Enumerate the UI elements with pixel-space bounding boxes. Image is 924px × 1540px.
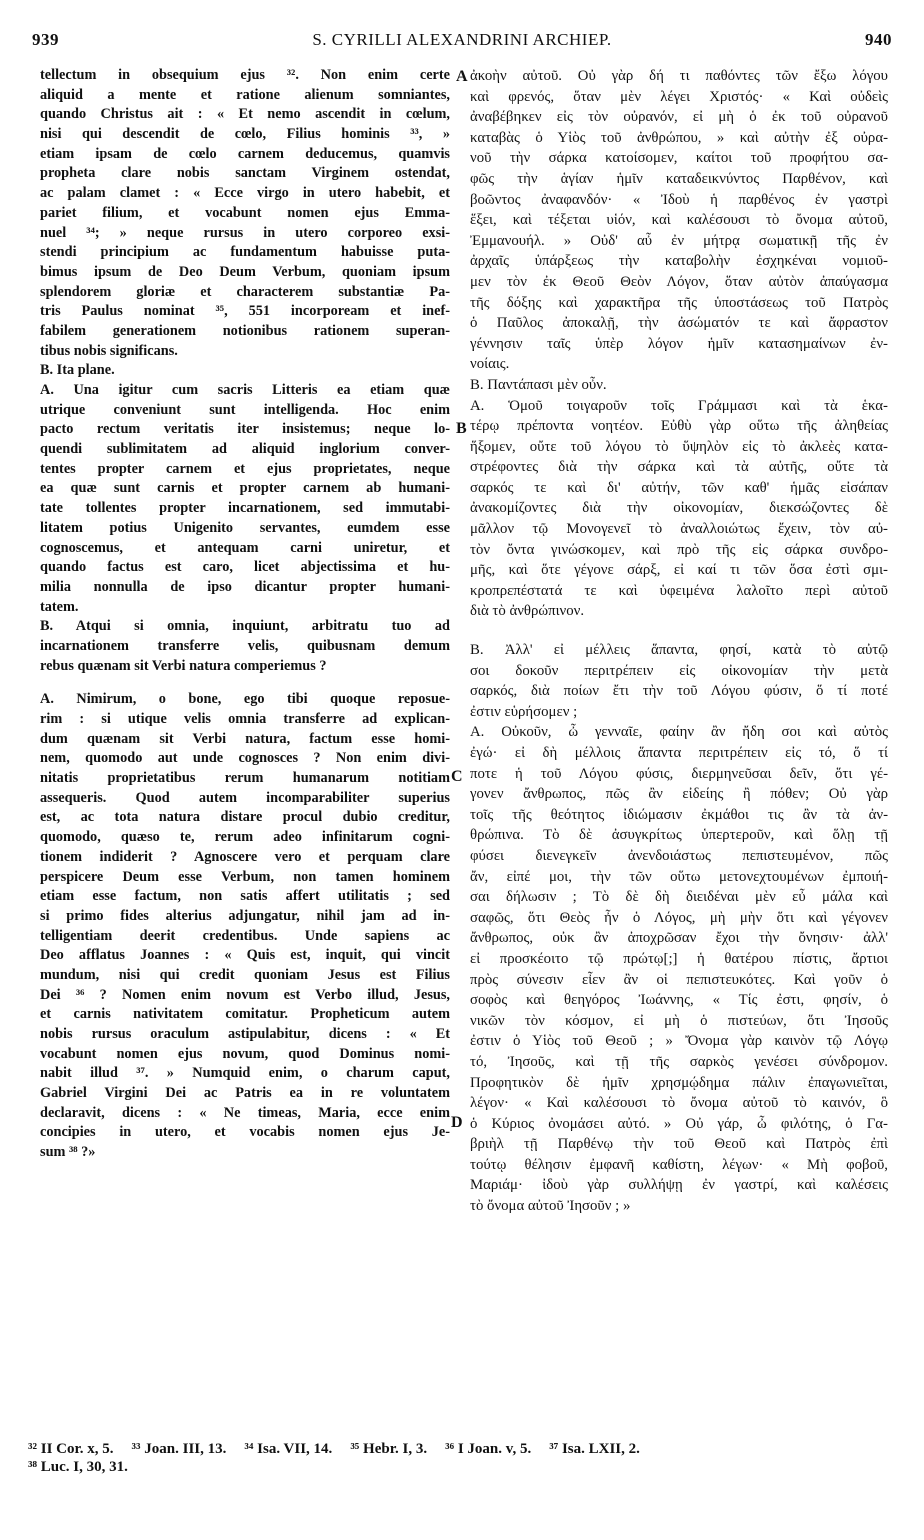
latin-text-line: tionem indiderit ? Agnoscere vero et perquam clare: [40, 848, 450, 865]
greek-text-line: ὁ Παῦλος ἀποκαλῇ, τὴν ἀσώματόν τε καὶ ἄφραστον: [470, 315, 888, 332]
latin-text-line: mundum, nisi qui credit quoniam Jesus est Filius: [40, 966, 450, 983]
greek-text-line: φῶς τὴν ἁγίαν ἡμῖν καταδεικνύντος Παρθένον, καὶ: [470, 170, 888, 187]
latin-text-line: si primo fides alterius adjungatur, nihil jam ad in-: [40, 907, 450, 924]
greek-text-line: κροπρεπέστατά τε καὶ ὑφειμένα λαλοῖτο περὶ αὐτοῦ: [470, 582, 888, 599]
latin-text-line: utrique conveniunt sunt intelligenda. Hoc enim: [40, 401, 450, 418]
footnote-entry: ³⁵ Hebr. I, 3.: [350, 1441, 428, 1457]
latin-text-line: Gabriel Virgini Dei ac Patris ea in re voluntatem: [40, 1085, 450, 1102]
latin-text-line: A. Nimirum, o bone, ego tibi quoque reposue-: [40, 691, 450, 708]
latin-text-line: rebus quænam sit Verbi natura comperiemus ?: [40, 657, 327, 674]
latin-text-line: quendi sublimitatem ad aliquid inglorium conver-: [40, 441, 450, 458]
latin-text-line: nem, quomodo aut unde cognosces ? Non enim divi-: [40, 750, 450, 767]
greek-text-line: Ἐμμανουήλ. » Οὐδ' αὖ ἐν μήτρᾳ σωματικῇ τῆς ἐν: [470, 232, 888, 249]
latin-text-line: telligentiam deerit credentibus. Unde sapiens ac: [40, 927, 450, 944]
section-marker-c: C: [451, 768, 463, 785]
footnote-row: [28, 1458, 898, 1476]
latin-text-line: Deo afflatus Joannes : « Quis est, inquit, qui vincit: [40, 947, 450, 964]
footnote-entry: ³⁴ Isa. VII, 14.: [244, 1441, 333, 1457]
greek-text-line: ἀναβέβηκεν εἰς τὸν οὐρανόν, εἰ μὴ ὁ ἐκ τοῦ οὐρανοῦ: [470, 109, 888, 126]
greek-text-line: ὁ Κύριος ὀνομάσει αὐτό. » Οὐ γάρ, ὦ φιλότης, ὁ Γα-: [470, 1115, 888, 1132]
latin-text-line: vocabunt nomen ejus novum, quod Dominus nomi-: [40, 1045, 450, 1062]
greek-text-line: ἄν, εἰπέ μοι, τὴν τῶν οὕτω μετονεχτουμένων ἐμποιή-: [470, 868, 888, 885]
footnote-entry: ³⁷ Isa. LXII, 2.: [549, 1441, 640, 1457]
greek-text-line: [470, 622, 888, 640]
greek-text-line: γονεν ἄνθρωπος, πῶς ἂν εἰδείης ἢ πόθεν; Οὐ γὰρ: [470, 786, 888, 803]
footnotes: [28, 1440, 898, 1476]
greek-text-line: σοφὸς καὶ θεηγόρος Ἰωάννης, « Τίς ἐστι, φησίν, ὁ: [470, 992, 888, 1009]
latin-text-line: A. Una igitur cum sacris Litteris ea etiam quæ: [40, 382, 450, 398]
greek-text-line: θρώπινα. Τὸ δὲ ἀσυγκρίτως ὑπερτεροῦν, καὶ ὅλῃ τῇ: [470, 827, 888, 844]
footnote-entry: ³⁶ I Joan. v, 5.: [445, 1441, 532, 1457]
greek-text-line: Μαριάμ· ἰδοὺ γὰρ συλλήψῃ ἐν γαστρί, καὶ καλέσεις: [470, 1177, 888, 1194]
latin-text-line: milia nonnulla de ipso dicantur propter humani-: [40, 578, 450, 595]
greek-text-line: Β. Παντάπασι μὲν οὖν.: [470, 376, 607, 393]
greek-text-line: ἀρχαῖς ὑπάρξεως τὴν καταβολὴν ἐσχηκέναι νομιοῦ-: [470, 253, 888, 270]
latin-text-line: splendorem gloriæ et characterem substantiæ Pa-: [40, 283, 450, 300]
latin-text-line: B. Ita plane.: [40, 362, 115, 379]
latin-text-line: dum quænam sit Verbi natura, factum esse homi-: [40, 730, 450, 747]
greek-text-line: ἕξει, καὶ τέξεται υἱόν, καὶ καλέσουσι τὸ ὄνομα αὐτοῦ,: [470, 212, 888, 229]
latin-text-line: concipies in utero, et vocabis nomen ejus Je-: [40, 1124, 450, 1141]
footnote-entry: ³² II Cor. x, 5.: [28, 1441, 114, 1457]
greek-text-line: ἄνθρωπος, οὐκ ἂν ἀποχρῶσαν ἔχοι τὴν ὄνησιν· ἀλλ': [470, 930, 888, 947]
section-marker-a: A: [456, 68, 468, 85]
latin-text-line: nuel ³⁴; » neque rursus in utero corporeo exsi-: [40, 224, 450, 241]
latin-text-line: ea quæ sunt carnis et propter carnem ab humani-: [40, 480, 450, 497]
greek-text-line: σαρκός, διὰ ποίων ἔτι τὴν τοῦ Λόγου φύσιν, ὅ τί ποτέ: [470, 683, 888, 700]
greek-text-line: τὸ ὄνομα αὐτοῦ Ἰησοῦν ; »: [470, 1198, 631, 1215]
greek-text-line: τούτῳ θέλησιν ἐμφανῆ καθίστη, λέγων· « Μὴ φοβοῦ,: [470, 1156, 888, 1173]
greek-text-line: ἐστιν εὑρήσομεν ;: [470, 703, 578, 720]
greek-column: [470, 66, 888, 1217]
greek-text-line: μεν τὸν ἐκ Θεοῦ Θεὸν Λόγον, ὅταν αὐτὸν ἀπαύγασμα: [470, 273, 888, 290]
latin-text-line: quomodo, quæso te, rerum adeo infinitarum cogni-: [40, 829, 450, 846]
greek-text-line: σαρκός τε καὶ δι' αὐτήν, τῶν καθ' ἡμᾶς εἰσάπαν: [470, 479, 888, 496]
latin-text-line: est, ac tota natura distare procul dubio creditur,: [40, 809, 450, 826]
section-marker-d: D: [451, 1114, 463, 1131]
greek-text-line: τέρῳ πρέποντα νοητέον. Εὐθὺ γὰρ οὕτω τῆς ἀληθείας: [470, 418, 888, 435]
greek-text-line: νικῶν τὸν κόσμον, εἰ μὴ ὁ πιστεύων, ὅτι Ἰησοῦς: [470, 1012, 888, 1029]
section-marker-b: B: [456, 420, 467, 437]
greek-text-line: Α. Οὐκοῦν, ὦ γενναῖε, φαίην ἂν ἤδη σοι καὶ αὐτὸς: [470, 724, 888, 741]
greek-text-line: ἀνακομίζοντες διὰ τὴν οἰκονομίαν, διεκσώζοντες δὲ: [470, 500, 888, 517]
greek-text-line: γέννησιν ταῖς ὑπὲρ λόγον ἡμῖν κατασημαίνων ἐν-: [470, 335, 888, 352]
latin-text-line: quando Christus ait : « Et nemo ascendit in cœlum,: [40, 106, 450, 123]
latin-text-line: tatem.: [40, 598, 79, 615]
greek-text-line: σαφῶς, ὅτι Θεὸς ἦν ὁ Λόγος, μὴ μὴν ὅτι καὶ γέγονεν: [470, 909, 888, 926]
latin-text-line: propheta clare nobis sanctam Virginem ostendat,: [40, 165, 450, 182]
greek-text-line: λέγον· « Καὶ καλέσουσι τὸ ὄνομα αὐτοῦ τὸ καινόν, ὃ: [470, 1095, 888, 1112]
greek-text-line: διὰ τὸ ἀνθρώπινον.: [470, 603, 585, 620]
latin-text-line: tellectum in obsequium ejus ³². Non enim certe: [40, 67, 450, 83]
latin-text-line: assequeris. Quod autem incomparabiliter superius: [40, 789, 450, 806]
greek-text-line: νοῦ τὴν σάρκα κατοίσομεν, καίτοι τοῦ προφήτου σα-: [470, 150, 888, 167]
latin-text-line: quando factus est caro, licet abjectissima et hu-: [40, 559, 450, 576]
footnote-row: [28, 1440, 898, 1458]
greek-text-line: ἥξομεν, οὔτε τοῦ λόγου τὸ ὕψηλὸν εἰς τὸ ἀκλεὲς κατα-: [470, 438, 888, 455]
latin-text-line: Dei ³⁶ ? Nomen enim novum est Verbo illud, Jesus,: [40, 986, 450, 1003]
latin-text-line: nabit illud ³⁷. » Numquid enim, o charum caput,: [40, 1065, 450, 1082]
greek-text-line: σοι δοκοῦν περιτρέπειν εἰς οἰκονομίαν τὴν μετὰ: [470, 662, 888, 679]
latin-text-line: tate tollentes propter incarnationem, sed immutabi-: [40, 500, 450, 517]
greek-text-line: μᾶλλον τῷ Μονογενεῖ τὸ ἀναλλοιώτως ἔχειν, τὸν αὐ-: [470, 521, 888, 538]
latin-text-line: stendi principium ac fundamentum habuisse puta-: [40, 244, 450, 261]
latin-text-line: pariet filium, et vocabunt nomen ejus Emma-: [40, 204, 450, 221]
latin-text-line: pacto rectum veritatis iter insistemus; neque lo-: [40, 421, 450, 438]
latin-text-line: aliquid a mente et ratione alienum somniantes,: [40, 86, 450, 103]
latin-text-line: B. Atqui si omnia, inquiunt, arbitratu tuo ad: [40, 618, 450, 635]
greek-text-line: ἐγώ· εἰ δὴ μέλλοις ἅπαντα περιτρέπειν εἰς τό, ὅ τί: [470, 745, 888, 761]
greek-text-line: βοῶντος ἀναφανδόν· « Ἰδοὺ ἡ παρθένος ἐν γαστρὶ: [470, 191, 888, 208]
greek-text-line: νοίαις.: [470, 356, 510, 373]
latin-text-line: etiam ipsam de cœlo carnem deducemus, quamvis: [40, 145, 450, 162]
greek-text-line: Α. Ὁμοῦ τοιγαροῦν τοῖς Γράμμασι καὶ τὰ ἑκα-: [470, 397, 888, 414]
latin-text-line: nitatis proprietatibus rerum humanarum notitiam: [40, 770, 450, 787]
latin-text-line: et carnis nativitatem comitatur. Propheticum autem: [40, 1006, 450, 1023]
latin-column: [40, 66, 450, 1163]
latin-text-line: tibus nobis significans.: [40, 342, 178, 359]
greek-text-line: φύσει διενεγκεῖν ἀνενδοιάστως πεπιστευμένον, πῶς: [470, 847, 888, 864]
latin-text-line: tris Paulus nominat ³⁵, 551 incorpoream et inef-: [40, 303, 450, 320]
latin-text-line: tentes propter carnem et ejus proprietates, neque: [40, 460, 450, 477]
latin-text-line: [40, 676, 450, 690]
page-number-right: 940: [865, 30, 892, 49]
latin-text-line: incarnationem transferre velis, quibusnam demum: [40, 637, 450, 654]
greek-text-line: μῆς, καὶ ὅτε γέγονε σάρξ, εἰ καί τι τῶν ὅσα ἐστὶ σμι-: [470, 562, 888, 579]
greek-text-line: βριὴλ τῇ Παρθένῳ τὴν τοῦ Θεοῦ καὶ Πατρὸς ἐπὶ: [470, 1136, 888, 1153]
latin-text-line: perspicere Deum esse Verbum, non tamen hominem: [40, 868, 450, 885]
greek-text-line: τό, Ἰησοῦς, καὶ τῇ τῆς σαρκὸς γενέσει σύνδρομον.: [470, 1053, 888, 1070]
greek-text-line: σαι δήλωσιν ; Τὸ δὲ δὴ διειδέναι μὲν εὖ μάλα καὶ: [470, 889, 888, 906]
running-title: S. CYRILLI ALEXANDRINI ARCHIEP.: [312, 30, 612, 49]
greek-text-line: καὶ φρενός, ὅταν μὲν λέγει Χριστός· « Καὶ οὐδεὶς: [470, 88, 888, 105]
latin-text-line: etiam esse factum, non satis affert utilitatis ; sed: [40, 888, 450, 905]
greek-text-line: Προφητικὸν δὲ ἡμῖν χρησμῴδημα πάλιν ἐπαγωνιεῖται,: [470, 1074, 888, 1091]
greek-text-line: τῆς δόξης καὶ χαρακτῆρα τῆς ὑποστάσεως τοῦ Πατρὸς: [470, 294, 888, 311]
latin-text-line: fabilem generationem notionibus rationem superan-: [40, 322, 450, 339]
greek-text-line: ἀκοὴν αὐτοῦ. Οὐ γὰρ δή τι παθόντες τῶν ἔξω λόγου: [470, 68, 888, 84]
greek-text-line: εἰ προσκέοιτο τῷ πρώτῳ[;] ἡ θατέρου πίστις, ἄρτιοι: [470, 950, 888, 967]
latin-text-line: nisi qui descendit de cœlo, Filius hominis ³³, »: [40, 126, 450, 143]
greek-text-line: καταβὰς ὁ Υἱὸς τοῦ ἀνθρώπου, » καὶ αὐτὴν ἐξ οὐρα-: [470, 129, 888, 146]
page-number-left: 939: [32, 30, 59, 49]
greek-text-line: στρέφοντες διὰ τὴν σάρκα καὶ τὰ αὐτῆς, οὔτε τὰ: [470, 459, 888, 476]
greek-text-line: πρὸς σύνεσιν εἶεν ἂν οἱ πεπιστευκότες. Καὶ γοῦν ὁ: [470, 971, 888, 988]
greek-text-line: τοῖς τῆς θεότητος ἰδιώμασιν ἐκμάθοι τις ἂν τὰ ἀν-: [470, 806, 888, 823]
latin-text-line: sum ³⁸ ?»: [40, 1144, 96, 1161]
latin-text-line: rim : si utique velis omnia transferre ad explican-: [40, 711, 450, 727]
footnote-entry: ³³ Joan. III, 13.: [131, 1441, 227, 1457]
greek-text-line: τὸν ὄντα γινώσκομεν, καὶ πρὸ τῆς εἰς σάρκα συνδρο-: [470, 541, 888, 558]
page-header: [0, 30, 924, 62]
latin-text-line: cognoscemus, et antequam carni uniretur, et: [40, 539, 450, 556]
latin-text-line: declaravit, dicens : « Ne timeas, Maria, ecce enim: [40, 1104, 450, 1121]
greek-text-line: ἐστιν ὁ Υἱὸς τοῦ Θεοῦ ; » Ὄνομα γὰρ καινὸν τῷ Λόγῳ: [470, 1033, 888, 1050]
greek-text-line: Β. Ἀλλ' εἰ μέλλεις ἅπαντα, φησί, κατὰ τὸ αὐτῷ: [470, 642, 888, 659]
footnote-entry: ³⁸ Luc. I, 30, 31.: [28, 1459, 128, 1475]
latin-text-line: nobis rursus oraculum astipulabitur, dicens : « Et: [40, 1026, 450, 1042]
latin-text-line: bimus ipsum de Deo Deum Verbum, quoniam ipsum: [40, 263, 450, 280]
greek-text-line: ποτε ἡ τοῦ Λόγου φύσις, διερμηνεῦσαι δεῖν, ὅτι γέ-: [470, 765, 888, 782]
latin-text-line: ac palam clamet : « Ecce virgo in utero habebit, et: [40, 185, 450, 202]
latin-text-line: litatem potius Unigenito servantes, eumdem esse: [40, 519, 450, 536]
